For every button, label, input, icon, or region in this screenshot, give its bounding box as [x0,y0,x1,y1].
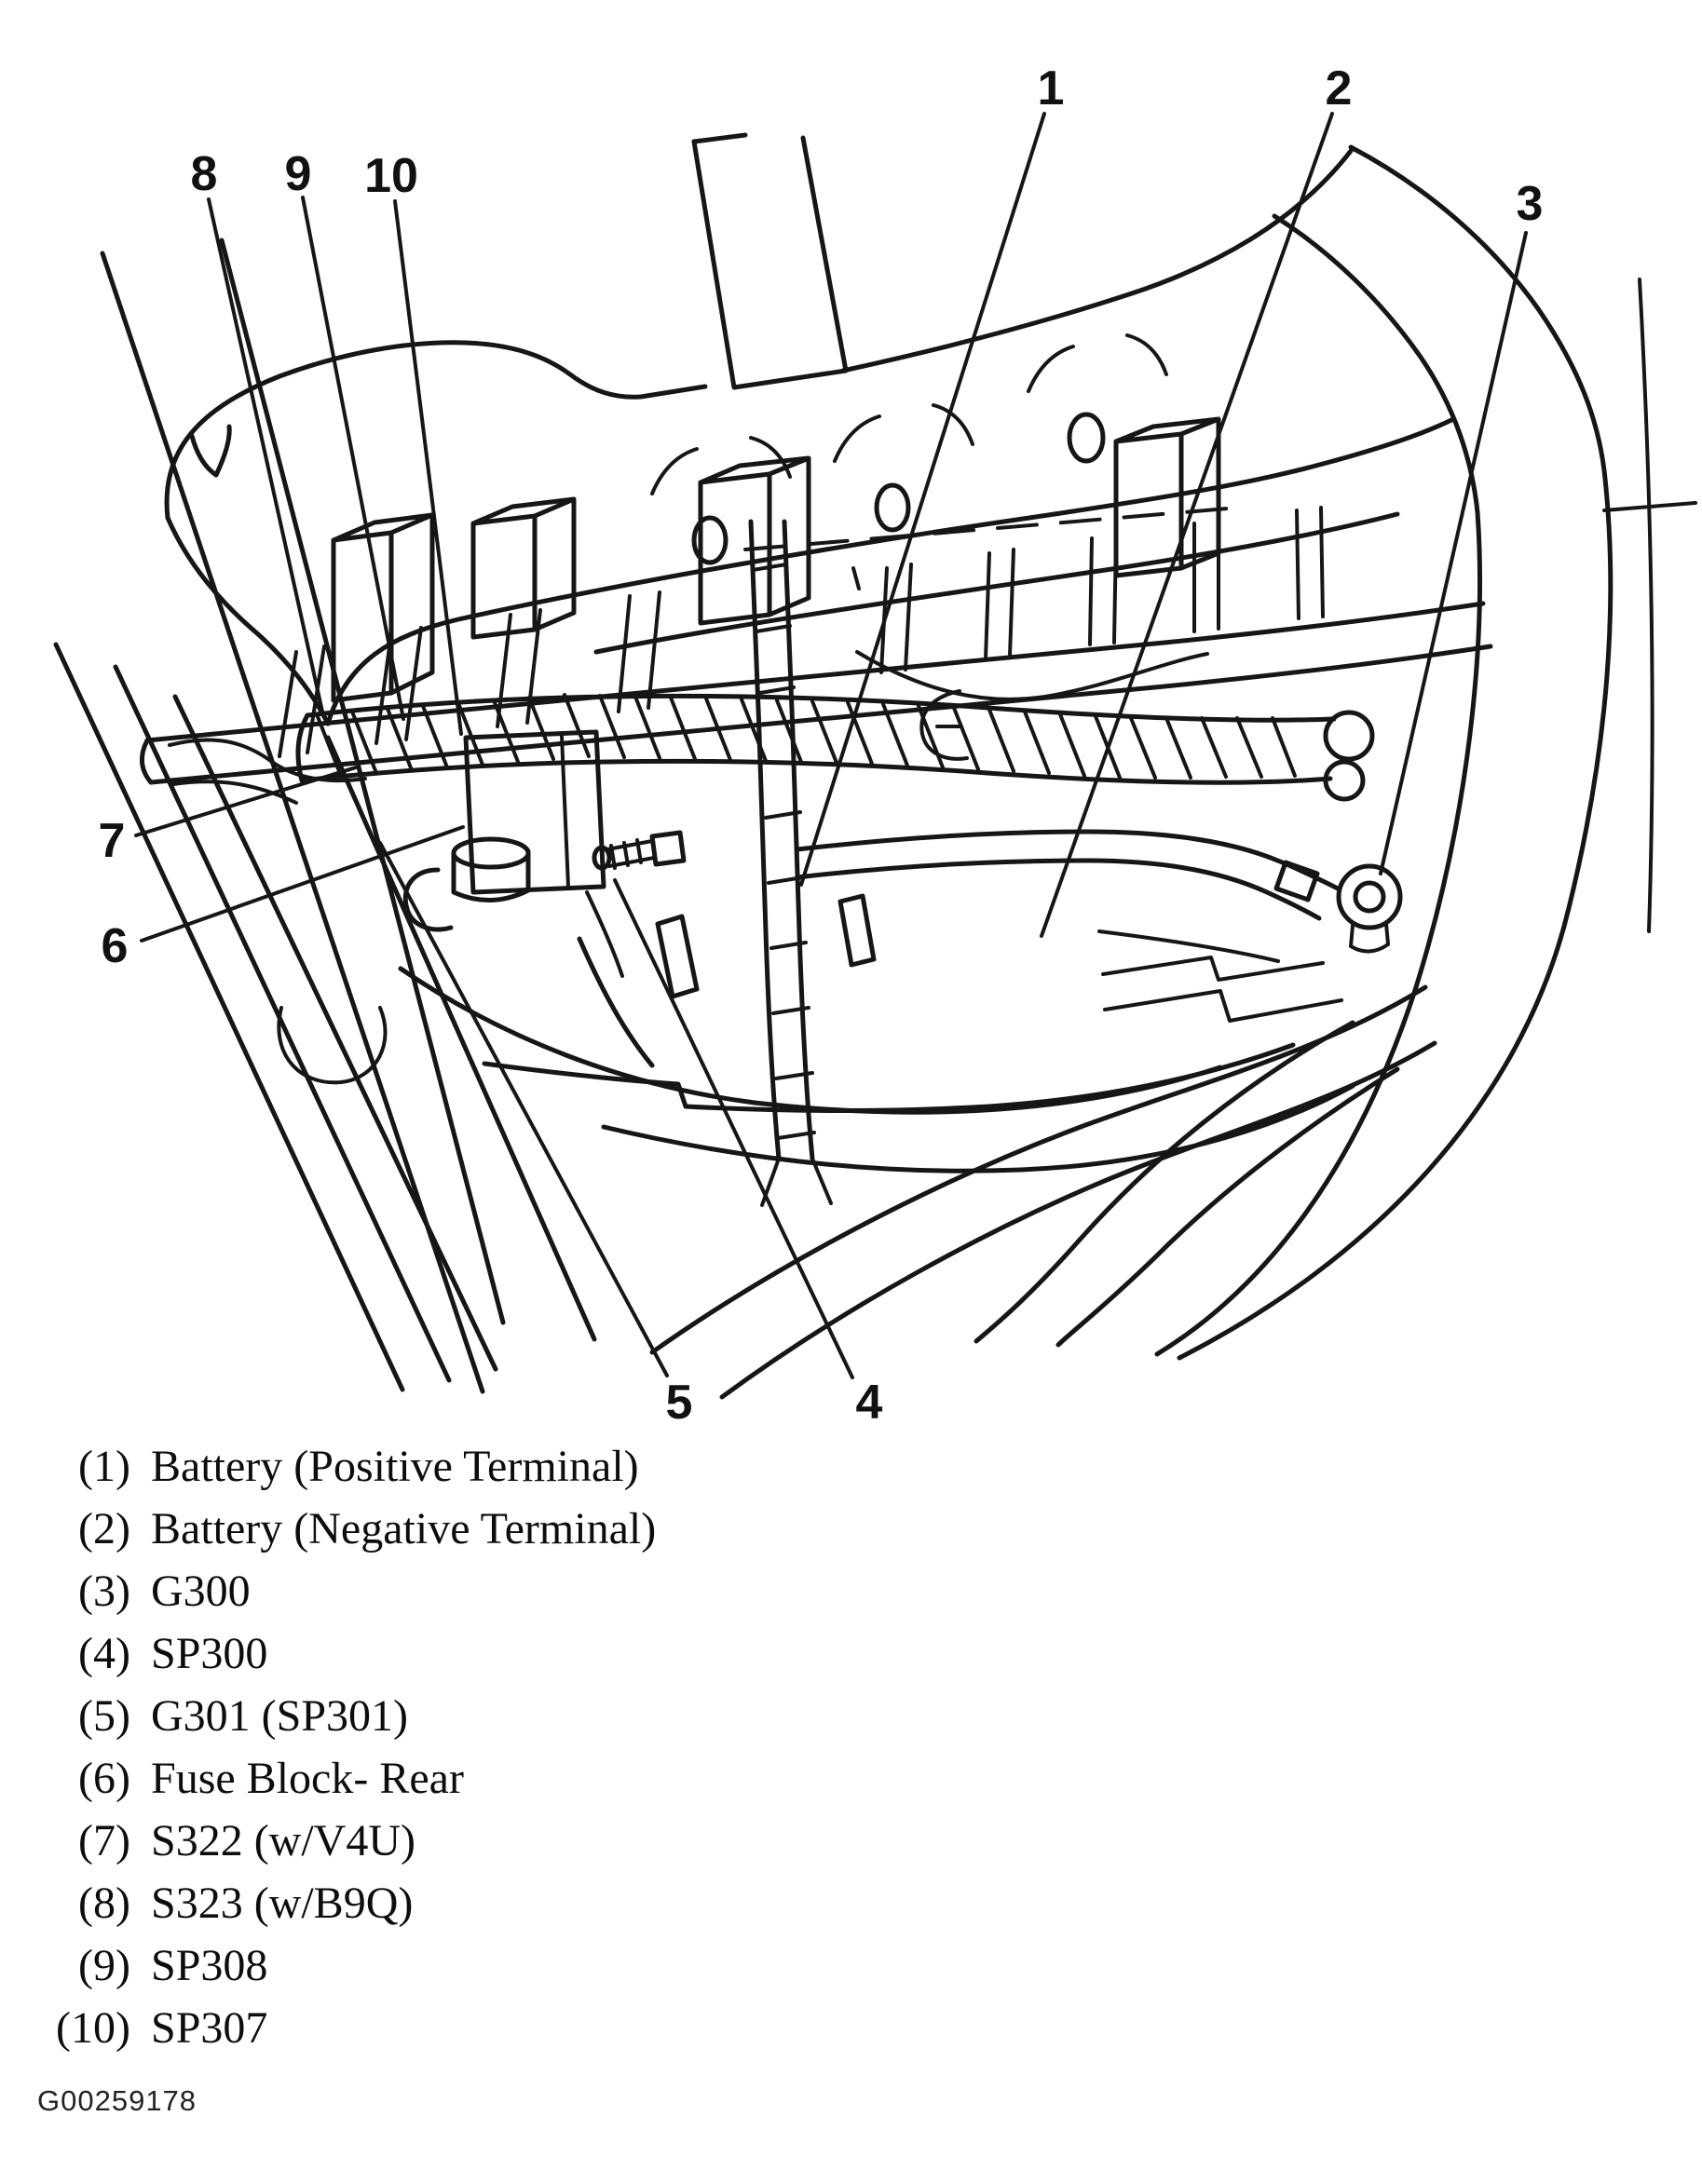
callout-number-2: 2 [1325,61,1353,115]
figure-id: G00259178 [37,2084,197,2117]
callout-number-3: 3 [1516,177,1544,231]
legend-item-number: (1) [78,1442,130,1491]
legend-item-5 [37,1690,408,1742]
callout-number-5: 5 [665,1376,693,1430]
callout-number-6: 6 [101,919,129,973]
legend-item-number: (8) [78,1879,130,1928]
legend-item-1 [37,1441,639,1492]
callout-number-10: 10 [364,149,418,203]
legend-item-3 [37,1566,251,1617]
legend-item-2 [37,1503,656,1554]
callout-number-9: 9 [284,147,312,201]
legend-item-6 [37,1753,464,1804]
legend-item-number: (5) [78,1691,130,1741]
legend-item-number: (3) [78,1567,130,1616]
legend-item-label: SP307 [151,2003,268,2053]
legend-item-label: Battery (Negative Terminal) [151,1504,657,1553]
legend-item-number: (7) [78,1816,130,1865]
callout-number-1: 1 [1037,61,1065,115]
legend-item-10 [37,2002,267,2054]
legend-item-label: Fuse Block- Rear [151,1754,464,1803]
legend-item-7 [37,1815,415,1866]
callout-number-4: 4 [855,1376,883,1430]
legend-item-label: G301 (SP301) [151,1691,409,1741]
callout-number-8: 8 [190,147,218,201]
callout-number-7: 7 [98,814,126,868]
legend-item-number: (4) [78,1629,130,1678]
legend-item-number: (10) [56,2003,130,2053]
legend-item-label: SP300 [151,1629,268,1678]
legend-item-label: SP308 [151,1941,268,1990]
legend-item-number: (9) [78,1941,130,1990]
legend-item-number: (2) [78,1504,130,1553]
legend-item-label: Battery (Positive Terminal) [151,1442,639,1491]
legend-item-label: S323 (w/B9Q) [151,1879,414,1928]
legend-item-9 [37,1940,267,1991]
legend-item-8 [37,1878,413,1929]
legend-item-label: G300 [151,1567,251,1616]
legend-item-label: S322 (w/V4U) [151,1816,415,1865]
legend-item-number: (6) [78,1754,130,1803]
legend-item-4 [37,1628,267,1679]
